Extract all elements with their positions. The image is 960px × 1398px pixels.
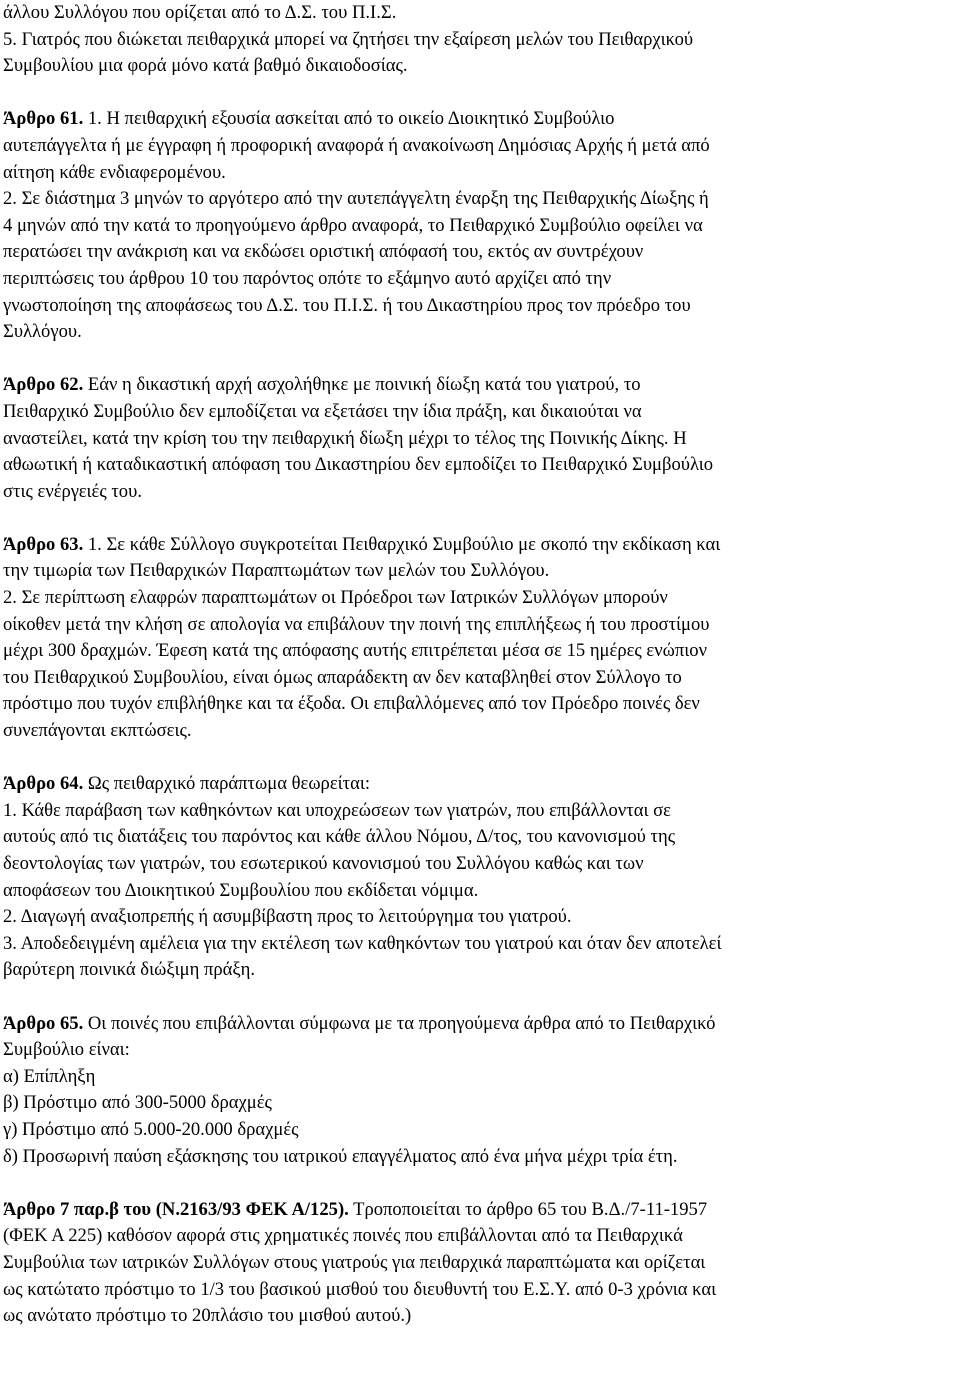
article-heading: Άρθρο 7 παρ.β του (Ν.2163/93 ΦΕΚ Α/125). bbox=[3, 1198, 349, 1220]
list-item: γ) Πρόστιμο από 5.000-20.000 δραχμές bbox=[3, 1118, 299, 1140]
text-line: (ΦΕΚ Α 225) καθόσον αφορά στις χρηματικές ποινές που επιβάλλονται από τα Πειθαρχικά bbox=[3, 1225, 683, 1247]
article-61 bbox=[3, 106, 951, 345]
text-line: συνεπάγονται εκπτώσεις. bbox=[3, 720, 192, 742]
text-line: οίκοθεν μετά την κλήση σε απολογία να επιβάλουν την ποινή της επιπλήξεως ή του προστίμου bbox=[3, 613, 710, 635]
text-line: Συμβουλίου μια φορά μόνο κατά βαθμό δικαιοδοσίας. bbox=[3, 55, 408, 77]
article-heading: Άρθρο 62. bbox=[3, 374, 84, 396]
text-line: Τροποποιείται το άρθρο 65 του Β.Δ./7-11-1957 bbox=[348, 1198, 708, 1220]
text-line: δεοντολογίας των γιατρών, του εσωτερικού κανονισμού του Συλλόγου καθώς και των bbox=[3, 853, 644, 874]
intro-paragraph bbox=[3, 0, 951, 80]
text-line: μέχρι 300 δραχμών. Έφεση κατά της απόφασης αυτής επιτρέπεται μέσα σε 15 ημέρες ενώπιον bbox=[3, 640, 707, 662]
text-line: Οι ποινές που επιβάλλονται σύμφωνα με τα προηγούμενα άρθρα από το Πειθαρχικό bbox=[83, 1012, 716, 1034]
article-heading: Άρθρο 64. bbox=[3, 773, 84, 795]
document-page bbox=[3, 0, 951, 1330]
text-line: Συλλόγου. bbox=[3, 321, 82, 343]
text-line: 1. Σε κάθε Σύλλογο συγκροτείται Πειθαρχικό Συμβούλιο με σκοπό την εκδίκαση και bbox=[83, 533, 721, 555]
text-line: του Πειθαρχικού Συμβουλίου, είναι όμως απαράδεκτη αν δεν καταβληθεί στον Σύλλογο το bbox=[3, 666, 682, 688]
text-line: Συμβούλιο είναι: bbox=[3, 1039, 130, 1061]
article-62 bbox=[3, 372, 951, 505]
text-line: 3. Αποδεδειγμένη αμέλεια για την εκτέλεση των καθηκόντων του γιατρού και όταν δεν αποτελεί bbox=[3, 932, 722, 954]
text-line: 2. Διαγωγή αναξιοπρεπής ή ασυμβίβαστη προς το λειτούργημα του γιατρού. bbox=[3, 906, 572, 928]
text-line: αναστείλει, κατά την κρίση του την πειθαρχική δίωξη μέχρι το τέλος της Ποινικής Δίκης. Η bbox=[3, 427, 687, 449]
text-line: Συμβούλια των ιατρικών Συλλόγων στους γιατρούς για πειθαρχικά παραπτώματα και ορίζεται bbox=[3, 1251, 706, 1273]
text-line: 5. Γιατρός που διώκεται πειθαρχικά μπορεί να ζητήσει την εξαίρεση μελών του Πειθαρχικού bbox=[3, 28, 694, 50]
text-line: πρόστιμο που τυχόν επιβλήθηκε και τα έξοδα. Οι επιβαλλόμενες από τον Πρόεδρο ποινές δεν bbox=[3, 693, 700, 715]
text-line: 2. Σε διάστημα 3 μηνών το αργότερο από την αυτεπάγγελτη έναρξη της Πειθαρχικής Δίωξης ή bbox=[3, 188, 709, 210]
article-64 bbox=[3, 771, 951, 984]
text-line: περιπτώσεις του άρθρου 10 του παρόντος οπότε το εξάμηνο αυτό αρχίζει από την bbox=[3, 267, 612, 289]
list-item: δ) Προσωρινή παύση εξάσκησης του ιατρικού επαγγέλματος από ένα μήνα μέχρι τρία έτη. bbox=[3, 1145, 678, 1167]
text-line: Ως πειθαρχικό παράπτωμα θεωρείται: bbox=[83, 773, 371, 795]
list-item: β) Πρόστιμο από 300-5000 δραχμές bbox=[3, 1092, 272, 1114]
text-line: 1. Κάθε παράβαση των καθηκόντων και υποχρεώσεων των γιατρών, που επιβάλλονται σε bbox=[3, 799, 671, 821]
text-line: αίτηση κάθε ενδιαφερομένου. bbox=[3, 161, 226, 183]
article-heading: Άρθρο 65. bbox=[3, 1012, 84, 1034]
text-line: ως κατώτατο πρόστιμο το 1/3 του βασικού μισθού του διευθυντή του Ε.Σ.Υ. από 0-3 χρόνια και bbox=[3, 1278, 717, 1300]
text-line: 1. Η πειθαρχική εξουσία ασκείται από το οικείο Διοικητικό Συμβούλιο bbox=[83, 108, 615, 130]
text-line: αυτεπάγγελτα ή με έγγραφη ή προφορική αναφορά ή ανακοίνωση Δημόσιας Αρχής ή μετά από bbox=[3, 134, 710, 156]
text-line: Εάν η δικαστική αρχή ασχολήθηκε με ποινική δίωξη κατά του γιατρού, το bbox=[83, 374, 641, 396]
article-63 bbox=[3, 532, 951, 745]
text-line: γνωστοποίηση της αποφάσεως του Δ.Σ. του Π.Ι.Σ. ή του Δικαστηρίου προς τον πρόεδρο του bbox=[3, 294, 691, 316]
article-heading: Άρθρο 63. bbox=[3, 533, 84, 555]
text-line: 4 μηνών από την κατά το προηγούμενο άρθρο αναφορά, το Πειθαρχικό Συμβούλιο οφείλει να bbox=[3, 214, 703, 236]
list-item: α) Επίπληξη bbox=[3, 1065, 96, 1087]
text-line: αυτούς από τις διατάξεις του παρόντος και κάθε άλλου Νόμου, Δ/τος, του κανονισμού της bbox=[3, 826, 676, 848]
article-heading: Άρθρο 61. bbox=[3, 108, 84, 130]
article-7-amendment bbox=[3, 1197, 951, 1330]
text-line: βαρύτερη ποινικά διώξιμη πράξη. bbox=[3, 959, 256, 981]
text-line: την τιμωρία των Πειθαρχικών Παραπτωμάτων των μελών του Συλλόγου. bbox=[3, 560, 550, 582]
text-line: 2. Σε περίπτωση ελαφρών παραπτωμάτων οι Πρόεδροι των Ιατρικών Συλλόγων μπορούν bbox=[3, 587, 668, 609]
article-65 bbox=[3, 1011, 951, 1171]
text-line: άλλου Συλλόγου που ορίζεται από το Δ.Σ. του Π.Ι.Σ. bbox=[3, 2, 397, 23]
text-line: αθωωτική ή καταδικαστική απόφαση του Δικαστηρίου δεν εμποδίζει το Πειθαρχικό Συμβούλιο bbox=[3, 454, 714, 476]
text-line: στις ενέργειές του. bbox=[3, 480, 142, 502]
text-line: ως ανώτατο πρόστιμο το 20πλάσιο του μισθού αυτού.) bbox=[3, 1305, 412, 1327]
text-line: περατώσει την ανάκριση και να εκδώσει οριστική απόφασή του, εκτός αν συντρέχουν bbox=[3, 241, 644, 263]
text-line: αποφάσεων του Διοικητικού Συμβουλίου που εκδίδεται νόμιμα. bbox=[3, 879, 479, 901]
text-line: Πειθαρχικό Συμβούλιο δεν εμποδίζεται να εξετάσει την ίδια πράξη, και δικαιούται να bbox=[3, 400, 642, 422]
